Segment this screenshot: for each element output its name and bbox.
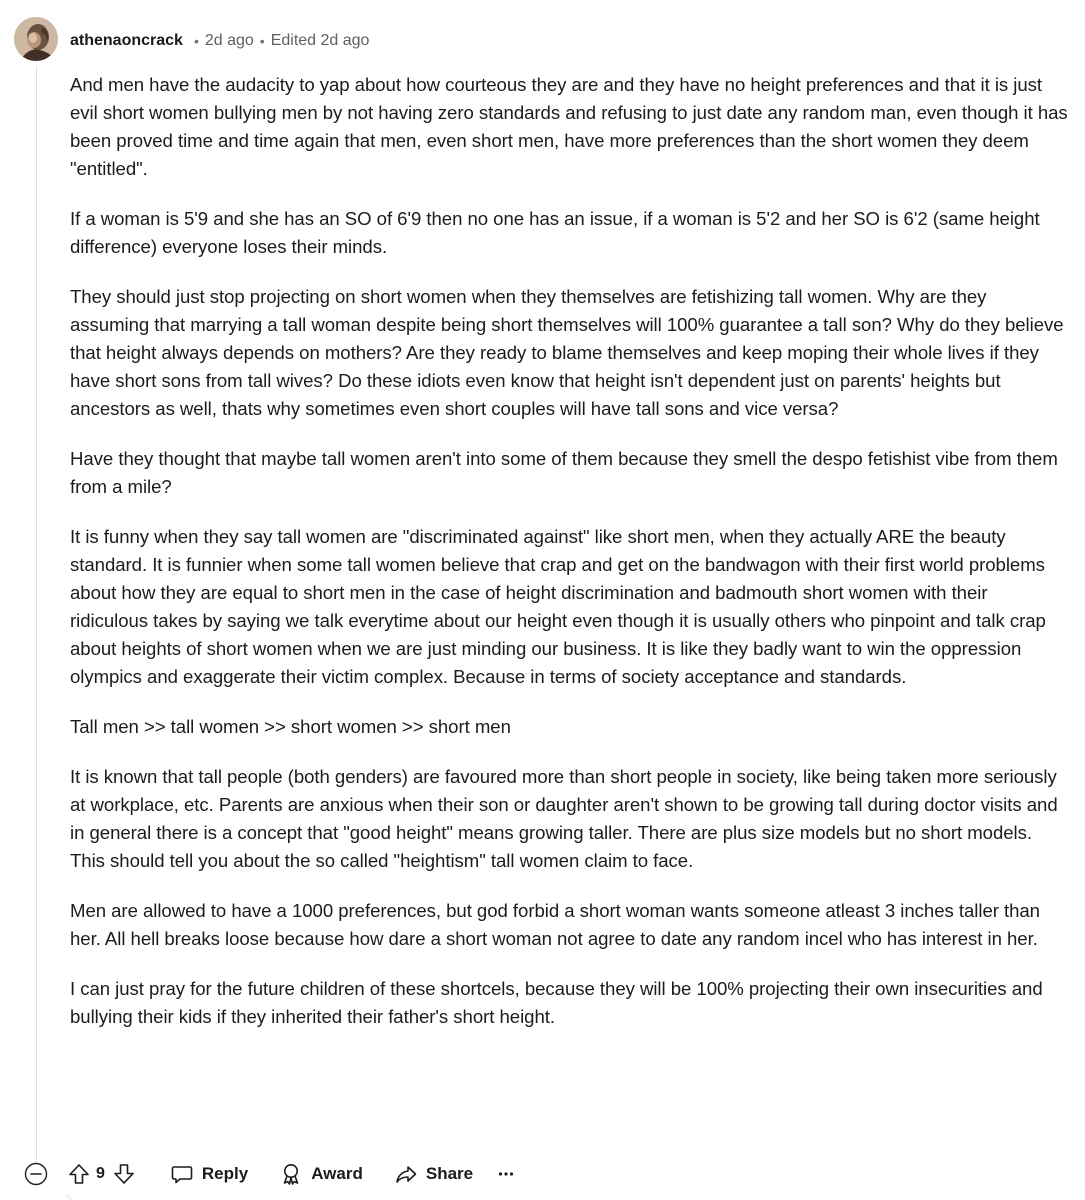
thread-connector: [66, 1194, 74, 1200]
comment-meta: [70, 29, 369, 53]
comment-paragraph: Men are allowed to have a 1000 preferences, but god forbid a short woman wants someone atleast 3 inches taller than her. All hell breaks loose because how dare a short woman not agree to date any random incel who has interest in her.: [70, 900, 1040, 949]
comment-actions: [20, 1155, 521, 1193]
share-button[interactable]: [385, 1157, 481, 1191]
separator-dot: •: [259, 33, 265, 49]
comment-paragraph: If a woman is 5'9 and she has an SO of 6'9 then no one has an issue, if a woman is 5'2 and her SO is 6'2 (same height difference) everyone loses their minds.: [70, 208, 1040, 257]
downvote-button[interactable]: [109, 1159, 139, 1189]
ellipsis-icon: [494, 1162, 518, 1186]
comment-paragraph: Have they thought that maybe tall women aren't into some of them because they smell the despo fetishist vibe from them from a mile?: [70, 448, 1058, 497]
comment-paragraph: It is known that tall people (both genders) are favoured more than short people in society, like being taken more seriously at workplace, etc. Parents are anxious when their son or daughter aren't shown to be growing tall during doctor visits and in general there is a concept that "good height" means growing taller. There are plus size models but no short models. This should tell you about the so called "heightism" tall women claim to face.: [70, 766, 1058, 871]
more-options-button[interactable]: [491, 1159, 521, 1189]
separator-dot: •: [193, 33, 199, 49]
edited-label: Edited 2d ago: [270, 32, 370, 49]
collapse-button[interactable]: [20, 1158, 52, 1190]
minus-circle-icon: [24, 1162, 48, 1186]
award-button[interactable]: [270, 1157, 371, 1191]
avatar-image: [14, 17, 58, 61]
comment-paragraph: They should just stop projecting on short women when they themselves are fetishizing tall women. Why are they assuming that marrying a tall woman despite being short themselves will 100% guarantee a tall son? Why do they believe that height always depends on mothers? Are they ready to blame themselves and keep moping their whole lives if they have short sons from tall wives? Do these idiots even know that height isn't dependent just on parents' heights but ancestors as well, thats why sometimes even short couples will have tall sons and vice versa?: [70, 286, 1064, 419]
vote-score: 9: [96, 1165, 105, 1182]
avatar[interactable]: [14, 17, 58, 61]
share-label: Share: [425, 1164, 474, 1183]
award-ribbon-icon: [278, 1161, 304, 1187]
award-label: Award: [311, 1164, 363, 1183]
reply-label: Reply: [201, 1164, 249, 1183]
comment-paragraph: It is funny when they say tall women are "discriminated against" like short men, when they actually ARE the beauty standard. It is funnier when some tall women believe that crap and get on the bandwagon with their first world problems about how they are equal to short men in the case of height discrimination and badmouth short women with their ridiculous takes by saying we talk everytime about our height even though it is usually others who pinpoint and talk crap about heights of short women when we are just minding our business. It is like they badly want to win the oppression olympics and exaggerate their victim complex. Because in terms of society acceptance and standards.: [70, 526, 1046, 687]
reply-button[interactable]: [161, 1157, 256, 1191]
comment-body: [70, 71, 1070, 1031]
speech-bubble-icon: [169, 1161, 195, 1187]
share-arrow-icon: [393, 1161, 419, 1187]
timestamp[interactable]: 2d ago: [204, 32, 254, 49]
comment-paragraph: And men have the audacity to yap about how courteous they are and they have no height preferences and that it is just evil short women bullying men by not having zero standards and refusing to just date any random man, even though it has been proved time and time again that men, even short men, have more preferences than the short women they deem "entitled".: [70, 74, 1068, 179]
thread-line[interactable]: [36, 66, 37, 1162]
vote-control: [64, 1159, 139, 1189]
arrow-down-icon: [112, 1162, 136, 1186]
comment-paragraph: I can just pray for the future children of these shortcels, because they will be 100% projecting their own insecurities and bullying their kids if they inherited their father's short height.: [70, 978, 1043, 1027]
author-name[interactable]: athenaoncrack: [70, 32, 183, 49]
upvote-button[interactable]: [64, 1159, 94, 1189]
arrow-up-icon: [67, 1162, 91, 1186]
comment-paragraph: Tall men >> tall women >> short women >> short men: [70, 716, 511, 737]
